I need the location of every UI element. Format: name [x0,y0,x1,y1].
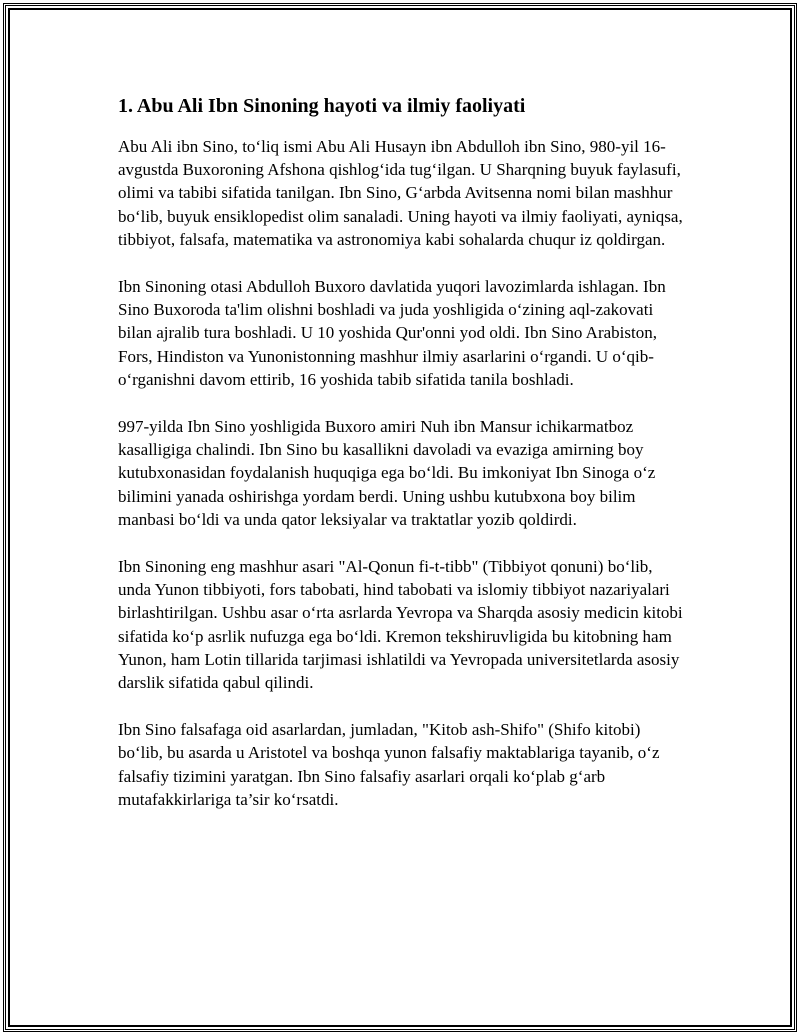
document-body [118,93,686,835]
paragraph-3: 997-yilda Ibn Sino yoshligida Buxoro amiri Nuh ibn Mansur ichikarmatboz kasalligiga chalindi. Ibn Sino bu kasallikni davoladi va evaziga amirning boy kutubxonasidan foydalanish huquqiga ega bo‘ldi. Bu imkoniyat Ibn Sinoga o‘z bilimini yanada oshirishga yordam berdi. Uning ushbu kutubxona boy bilim manbasi bo‘ldi va unda qator leksiyalar va traktatlar yozib qoldirdi. [118,417,656,529]
paragraph-1: Abu Ali ibn Sino, to‘liq ismi Abu Ali Husayn ibn Abdulloh ibn Sino, 980-yil 16-avgustda Buxoroning Afshona qishlog‘ida tug‘ilgan. U Sharqning buyuk faylasufi, olimi va tabibi sifatida tanilgan. Ibn Sino, G‘arbda Avitsenna nomi bilan mashhur bo‘lib, buyuk ensiklopedist olim sanaladi. Uning hayoti va ilmiy faoliyati, ayniqsa, tibbiyot, falsafa, matematika va astronomiya kabi sohalarda chuqur iz qoldirgan. [118,137,683,249]
paragraph-2: Ibn Sinoning otasi Abdulloh Buxoro davlatida yuqori lavozimlarda ishlagan. Ibn Sino Buxoroda ta'lim olishni boshladi va juda yoshligida o‘zining aql-zakovati bilan ajralib tura boshladi. U 10 yoshida Qur'onni yod oldi. Ibn Sino Arabiston, Fors, Hindiston va Yunonistonning mashhur ilmiy asarlarini o‘rgandi. U o‘qib-o‘rganishni davom ettirib, 16 yoshida tabib sifatida tanila boshladi. [118,277,666,389]
paragraph-4: Ibn Sinoning eng mashhur asari "Al-Qonun fi-t-tibb" (Tibbiyot qonuni) bo‘lib, unda Yunon tibbiyoti, fors tabobati, hind tabobati va islomiy tibbiyot nazariyalari birlashtirilgan. Ushbu asar o‘rta asrlarda Yevropa va Sharqda asosiy medicin kitobi sifatida ko‘p asrlik nufuzga ega bo‘ldi. Kremon tekshiruvligida bu kitobning ham Yunon, ham Lotin tillarida tarjimasi ishlatildi va Yevropada universitetlarda asosiy darslik sifatida qabul qilindi. [118,557,683,693]
paragraph-5: Ibn Sino falsafaga oid asarlardan, jumladan, "Kitob ash-Shifo" (Shifo kitobi) bo‘lib, bu asarda u Aristotel va boshqa yunon falsafiy maktablariga tayanib, o‘z falsafiy tizimini yaratgan. Ibn Sino falsafiy asarlari orqali ko‘plab g‘arb mutafakkirlariga ta’sir ko‘rsatdi. [118,720,660,809]
section-heading: 1. Abu Ali Ibn Sinoning hayoti va ilmiy faoliyati [118,95,526,117]
